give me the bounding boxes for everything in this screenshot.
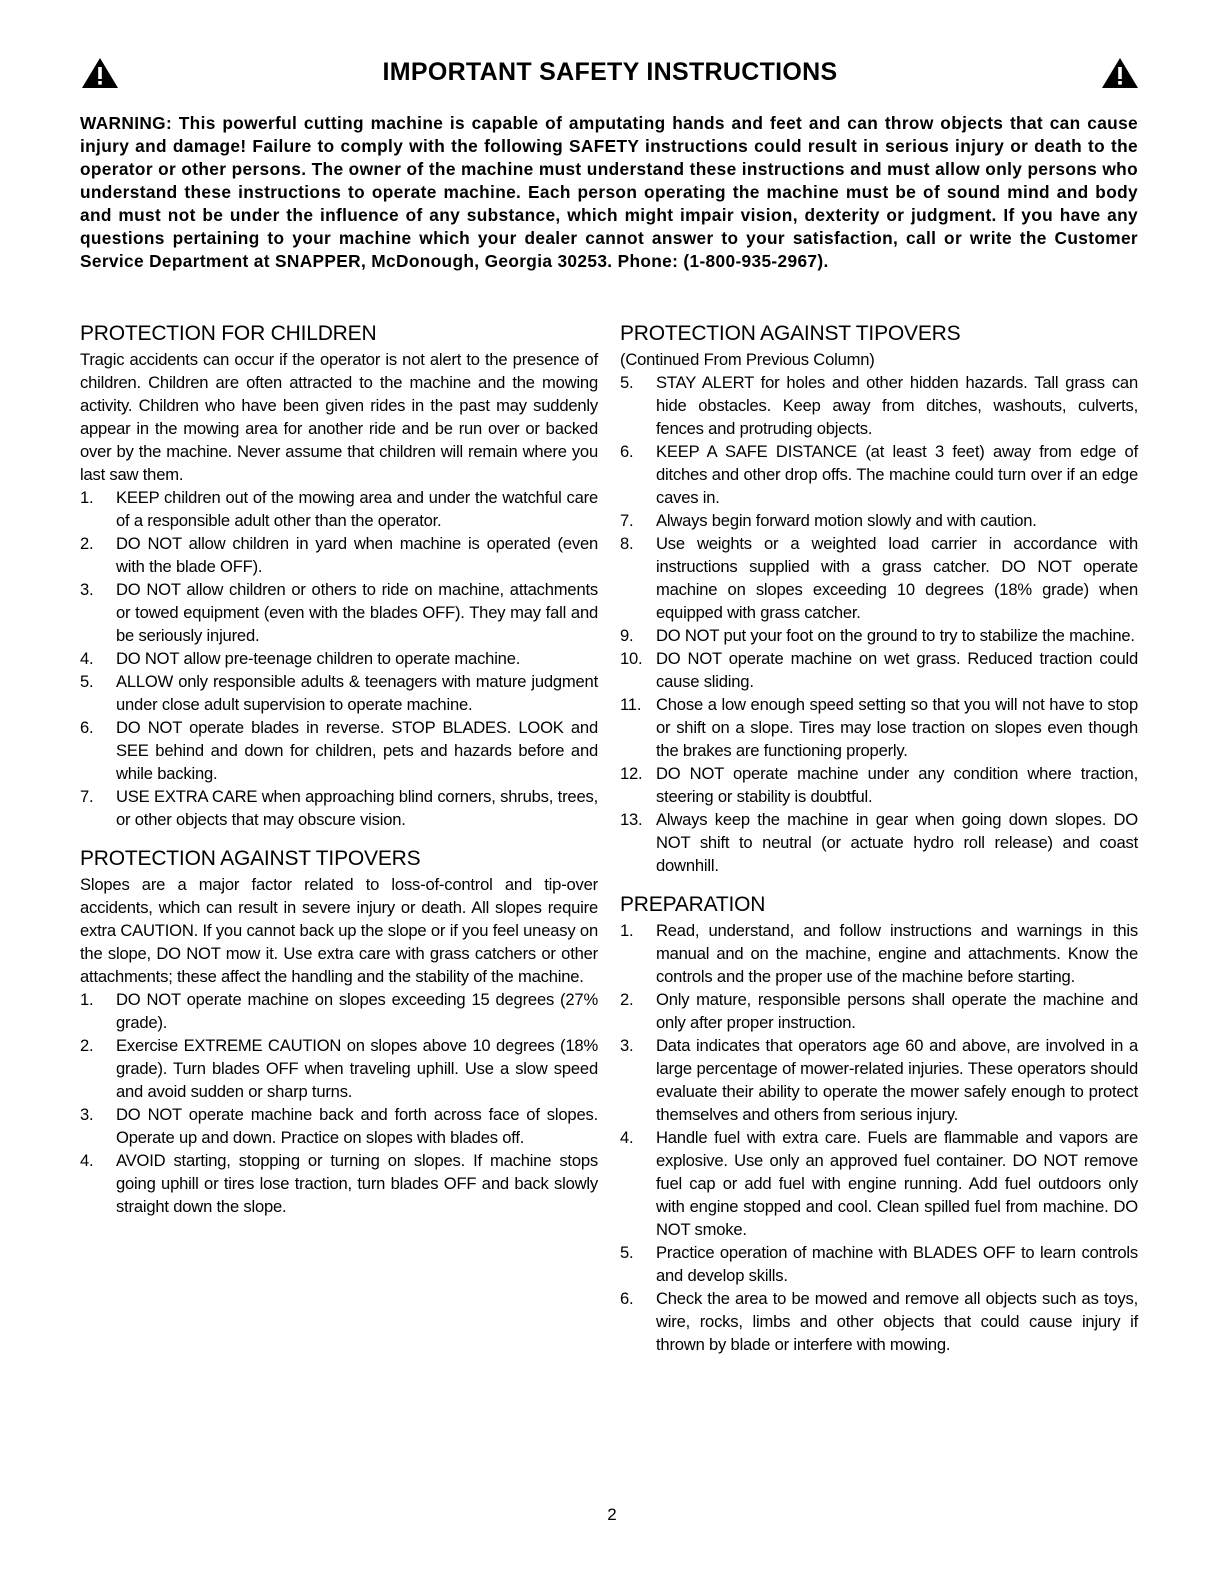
section-title-children: PROTECTION FOR CHILDREN	[80, 322, 377, 345]
preparation-list	[620, 919, 1138, 1356]
right-column	[620, 320, 1138, 1356]
children-list	[80, 486, 598, 831]
item-text: Data indicates that operators age 60 and above, are involved in a large percentage of mower-related injuries. These operators should evaluate their ability to operate the mower safely enough to protect themselves and others from serious injury.	[656, 1036, 1138, 1124]
list-item	[80, 716, 598, 785]
item-number: 2.	[80, 1036, 94, 1055]
item-number: 6.	[620, 1289, 634, 1308]
section-title-tipovers-continued: PROTECTION AGAINST TIPOVERS	[620, 322, 961, 345]
warning-triangle-icon	[1100, 56, 1140, 90]
item-number: 5.	[80, 672, 94, 691]
item-text: Chose a low enough speed setting so that you will not have to stop or shift on a slope. Tires may lose traction on slopes even though the brakes are functioning properly.	[656, 695, 1138, 760]
item-text: AVOID starting, stopping or turning on slopes. If machine stops going uphill or tires lose traction, turn blades OFF and back slowly straight down the slope.	[116, 1151, 598, 1216]
item-number: 1.	[80, 990, 94, 1009]
header	[80, 56, 1140, 92]
item-number: 2.	[620, 990, 634, 1009]
list-item	[620, 532, 1138, 624]
item-text: KEEP A SAFE DISTANCE (at least 3 feet) away from edge of ditches and other drop offs. The machine could turn over if an edge caves in.	[656, 442, 1138, 507]
item-text: KEEP children out of the mowing area and under the watchful care of a responsible adult other than the operator.	[116, 488, 598, 530]
item-text: DO NOT allow pre-teenage children to operate machine.	[116, 649, 521, 668]
item-number: 4.	[620, 1128, 634, 1147]
item-number: 4.	[80, 649, 94, 668]
item-text: ALLOW only responsible adults & teenagers with mature judgment under close adult supervision to operate machine.	[116, 672, 598, 714]
item-text: DO NOT operate machine back and forth across face of slopes. Operate up and down. Practice on slopes with blades off.	[116, 1105, 598, 1147]
item-number: 2.	[80, 534, 94, 553]
list-item	[620, 1287, 1138, 1356]
item-text: DO NOT operate machine under any condition where traction, steering or stability is doubtful.	[656, 764, 1138, 806]
list-item	[620, 808, 1138, 877]
item-text: Handle fuel with extra care. Fuels are flammable and vapors are explosive. Use only an approved fuel container. DO NOT remove fuel cap or add fuel with engine running. Add fuel outdoors only with engine stopped and cool. Clean spilled fuel from machine. DO NOT smoke.	[656, 1128, 1138, 1239]
list-item	[620, 919, 1138, 988]
item-text: Always begin forward motion slowly and with caution.	[656, 511, 1037, 530]
item-number: 3.	[620, 1036, 634, 1055]
item-number: 1.	[620, 921, 634, 940]
item-text: Use weights or a weighted load carrier in accordance with instructions supplied with a grass catcher. DO NOT operate machine on slopes exceeding 10 degrees (18% grade) when equipped with grass catcher.	[656, 534, 1138, 622]
list-item	[620, 647, 1138, 693]
list-item	[620, 1241, 1138, 1287]
page-title: IMPORTANT SAFETY INSTRUCTIONS	[382, 58, 838, 86]
item-text: Always keep the machine in gear when going down slopes. DO NOT shift to neutral (or actuate hydro roll release) and coast downhill.	[656, 810, 1138, 875]
children-intro: Tragic accidents can occur if the operator is not alert to the presence of children. Children are often attracted to the machine and the mowing activity. Children who have been given rides in the past may suddenly appear in the mowing area for another ride and be run over or backed over by the machine. Never assume that children will remain where you last saw them.	[80, 350, 598, 484]
item-text: DO NOT operate machine on slopes exceeding 15 degrees (27% grade).	[116, 990, 598, 1032]
item-number: 3.	[80, 1105, 94, 1124]
list-item	[80, 486, 598, 532]
list-item	[80, 647, 598, 670]
item-number: 6.	[620, 442, 634, 461]
item-number: 9.	[620, 626, 634, 645]
item-text: DO NOT put your foot on the ground to try to stabilize the machine.	[656, 626, 1135, 645]
tipovers-list	[80, 988, 598, 1218]
item-text: Exercise EXTREME CAUTION on slopes above 10 degrees (18% grade). Turn blades OFF when traveling uphill. Use a slow speed and avoid sudden or sharp turns.	[116, 1036, 598, 1101]
item-number: 7.	[80, 787, 94, 806]
item-number: 11.	[620, 695, 642, 714]
item-text: DO NOT operate blades in reverse. STOP BLADES. LOOK and SEE behind and down for children, pets and hazards before and while backing.	[116, 718, 598, 783]
item-text: Only mature, responsible persons shall operate the machine and only after proper instruction.	[656, 990, 1138, 1032]
item-text: USE EXTRA CARE when approaching blind corners, shrubs, trees, or other objects that may obscure vision.	[116, 787, 598, 829]
item-text: DO NOT operate machine on wet grass. Reduced traction could cause sliding.	[656, 649, 1138, 691]
tipovers-continued-list	[620, 371, 1138, 877]
list-item	[620, 1034, 1138, 1126]
list-item	[620, 693, 1138, 762]
list-item	[620, 988, 1138, 1034]
left-column	[80, 320, 598, 1218]
list-item	[620, 624, 1138, 647]
item-number: 5.	[620, 1243, 634, 1262]
item-text: Check the area to be mowed and remove all objects such as toys, wire, rocks, limbs and other objects that could cause injury if thrown by blade or interfere with mowing.	[656, 1289, 1138, 1354]
item-number: 10.	[620, 649, 643, 668]
list-item	[620, 371, 1138, 440]
section-title-tipovers: PROTECTION AGAINST TIPOVERS	[80, 847, 421, 870]
list-item	[80, 1103, 598, 1149]
list-item	[620, 509, 1138, 532]
list-item	[80, 1149, 598, 1218]
continued-note: (Continued From Previous Column)	[620, 350, 875, 369]
item-number: 5.	[620, 373, 634, 392]
list-item	[80, 785, 598, 831]
item-number: 6.	[80, 718, 94, 737]
page-number: 2	[607, 1505, 617, 1524]
item-number: 3.	[80, 580, 94, 599]
tipovers-intro: Slopes are a major factor related to loss-of-control and tip-over accidents, which can result in severe injury or death. All slopes require extra CAUTION. If you cannot back up the slope or if you feel uneasy on the slope, DO NOT mow it. Use extra care with grass catchers or other attachments; these affect the handling and the stability of the machine.	[80, 875, 598, 986]
item-text: Practice operation of machine with BLADES OFF to learn controls and develop skills.	[656, 1243, 1138, 1285]
list-item	[80, 670, 598, 716]
list-item	[80, 532, 598, 578]
item-number: 4.	[80, 1151, 94, 1170]
item-number: 1.	[80, 488, 94, 507]
list-item	[620, 1126, 1138, 1241]
item-number: 8.	[620, 534, 634, 553]
section-title-preparation: PREPARATION	[620, 893, 766, 916]
item-number: 13.	[620, 810, 643, 829]
item-text: DO NOT allow children in yard when machine is operated (even with the blade OFF).	[116, 534, 598, 576]
warning-paragraph: WARNING: This powerful cutting machine is capable of amputating hands and feet and can throw objects that can cause injury and damage! Failure to comply with the following SAFETY instructions could result in serious injury or death to the operator or other persons. The owner of the machine must understand these instructions and must allow only persons who understand these instructions to operate machine. Each person operating the machine must be of sound mind and body and must not be under the influence of any substance, which might impair vision, dexterity or judgment. If you have any questions pertaining to your machine which your dealer cannot answer to your satisfaction, call or write the Customer Service Department at SNAPPER, McDonough, Georgia 30253. Phone: (1-800-935-2967).	[80, 113, 1138, 271]
list-item	[80, 1034, 598, 1103]
item-number: 7.	[620, 511, 634, 530]
item-number: 12.	[620, 764, 643, 783]
item-text: Read, understand, and follow instructions and warnings in this manual and on the machine, engine and attachments. Know the controls and the proper use of the machine before starting.	[656, 921, 1138, 986]
list-item	[80, 578, 598, 647]
item-text: DO NOT allow children or others to ride on machine, attachments or towed equipment (even with the blades OFF). They may fall and be seriously injured.	[116, 580, 598, 645]
list-item	[80, 988, 598, 1034]
list-item	[620, 440, 1138, 509]
item-text: STAY ALERT for holes and other hidden hazards. Tall grass can hide obstacles. Keep away from ditches, washouts, culverts, fences and protruding objects.	[656, 373, 1138, 438]
list-item	[620, 762, 1138, 808]
